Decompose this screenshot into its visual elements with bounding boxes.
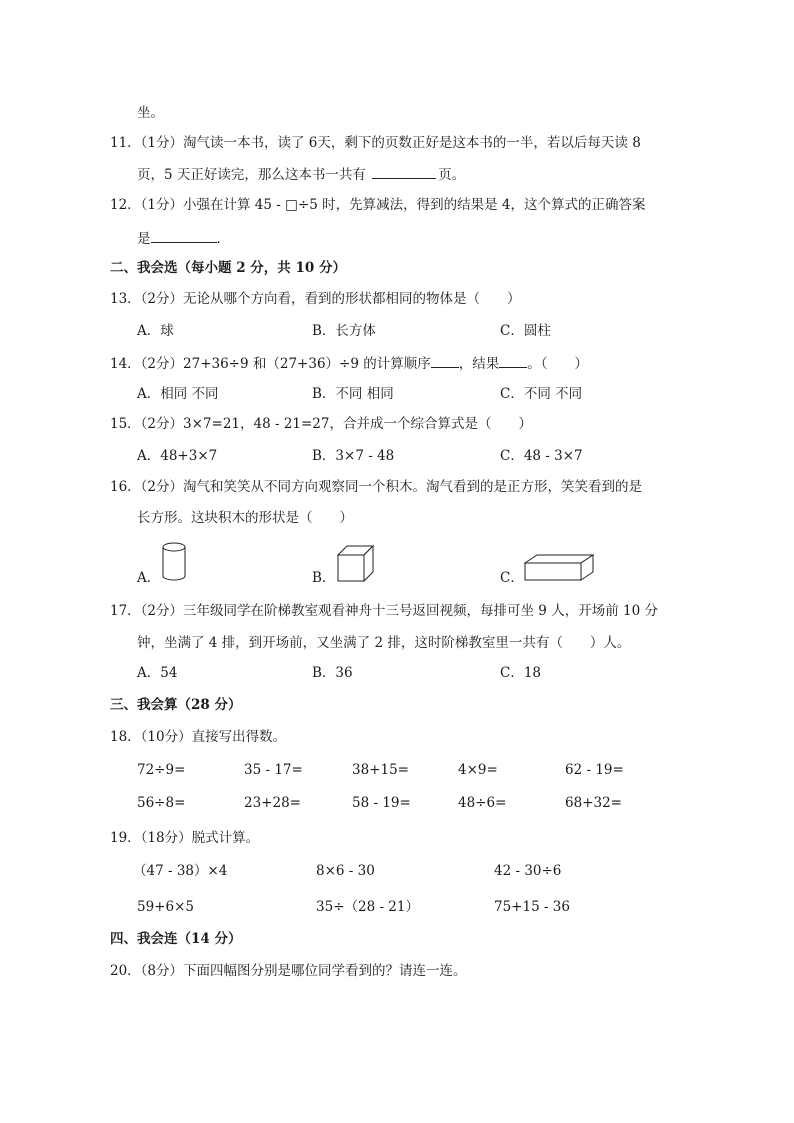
q13-stem: 13．（2分）无论从哪个方向看，看到的形状都相同的物体是（ ） [110,291,521,307]
q18-item: 38+15= [352,762,409,778]
q12-line2 [137,228,230,248]
q11-line2-pre: 页，5 天正好读完，那么这本书一共有 [137,167,366,183]
q14-blank-2[interactable] [499,353,527,368]
q14-stem [110,353,588,373]
q19-item: 35÷（28 - 21） [316,899,419,915]
q11-answer-blank[interactable] [372,164,436,179]
q17-option-b[interactable]: B．36 [312,665,353,681]
q18-item: 48÷6= [458,795,507,811]
q11-line2-post: 页。 [438,167,466,183]
q17-option-c[interactable]: C．18 [500,665,542,681]
q19-item: 59+6×5 [137,899,194,915]
q12-answer-blank[interactable] [151,228,217,243]
q16-option-a[interactable]: A． [137,570,161,586]
section-2-heading: 二、我会选（每小题 2 分，共 10 分） [110,260,346,276]
q15-option-c[interactable]: C．48 - 3×7 [500,448,583,464]
q15-option-a[interactable]: A．48+3×7 [137,448,218,464]
q13-option-b[interactable]: B．长方体 [312,323,376,339]
q19-item: 42 - 30÷6 [494,863,562,879]
q18-item: 56÷8= [137,795,186,811]
q14-option-c[interactable]: C．不同 不同 [500,386,583,402]
q12-line2-pre: 是 [137,231,151,247]
q15-stem: 15．（2分）3×7=21，48 - 21=27，合并成一个综合算式是（ ） [110,416,532,432]
q16-line1: 16．（2分）淘气和笑笑从不同方向观察同一个积木。淘气看到的是正方形，笑笑看到的是 [110,479,643,495]
section-3-heading: 三、我会算（28 分） [110,697,242,713]
q19-item: （47 - 38）×4 [133,863,228,879]
q17-line2: 钟，坐满了 4 排，到开场前，又坐满了 2 排，这时阶梯教室里一共有（ ）人。 [137,635,631,651]
q15-option-b[interactable]: B．3×7 - 48 [312,448,395,464]
q19-stem: 19．（18分）脱式计算。 [110,830,260,846]
q14-stem-post: 。（ ） [527,356,588,372]
q14-stem-mid: ，结果 [458,356,500,372]
q18-item: 68+32= [565,795,622,811]
q18-item: 4×9= [458,762,498,778]
q13-option-c[interactable]: C．圆柱 [500,323,551,339]
q18-item: 62 - 19= [565,762,624,778]
q16-option-c[interactable]: C． [500,570,524,586]
q11-line1: 11．（1分）淘气读一本书，读了 6天，剩下的页数正好是这本书的一半，若以后每天读 8 [110,135,641,151]
q18-item: 58 - 19= [352,795,411,811]
q16-line2: 长方形。这块积木的形状是（ ） [137,510,353,526]
q18-item: 35 - 17= [244,762,303,778]
cylinder-icon [160,541,190,583]
q14-option-b[interactable]: B．不同 相同 [312,386,394,402]
q12-line2-post: ． [216,231,230,247]
q17-line1: 17．（2分）三年级同学在阶梯教室观看神舟十三号返回视频，每排可坐 9 人，开场前 10 分 [110,603,658,619]
q17-option-a[interactable]: A．54 [137,665,178,681]
q13-option-a[interactable]: A．球 [137,323,174,339]
cube-icon [334,544,376,584]
q11-line2 [137,164,465,184]
q14-blank-1[interactable] [431,353,459,368]
q14-stem-pre: 14．（2分）27+36÷9 和（27+36）÷9 的计算顺序 [110,356,431,372]
q12-line1: 12．（1分）小强在计算 45 - □÷5 时，先算减法，得到的结果是 4，这个算式的正确答案 [110,197,646,213]
q16-option-b[interactable]: B． [312,570,336,586]
q19-item: 8×6 - 30 [316,863,375,879]
q20-stem: 20．（8分）下面四幅图分别是哪位同学看到的？请连一连。 [110,963,467,979]
q10-tail: 坐。 [137,105,164,121]
q19-item: 75+15 - 36 [494,899,570,915]
section-4-heading: 四、我会连（14 分） [110,931,242,947]
cuboid-icon [523,553,595,583]
q14-option-a[interactable]: A．相同 不同 [137,386,219,402]
q18-item: 23+28= [244,795,301,811]
q18-item: 72÷9= [137,762,186,778]
q18-stem: 18．（10分）直接写出得数。 [110,729,287,745]
